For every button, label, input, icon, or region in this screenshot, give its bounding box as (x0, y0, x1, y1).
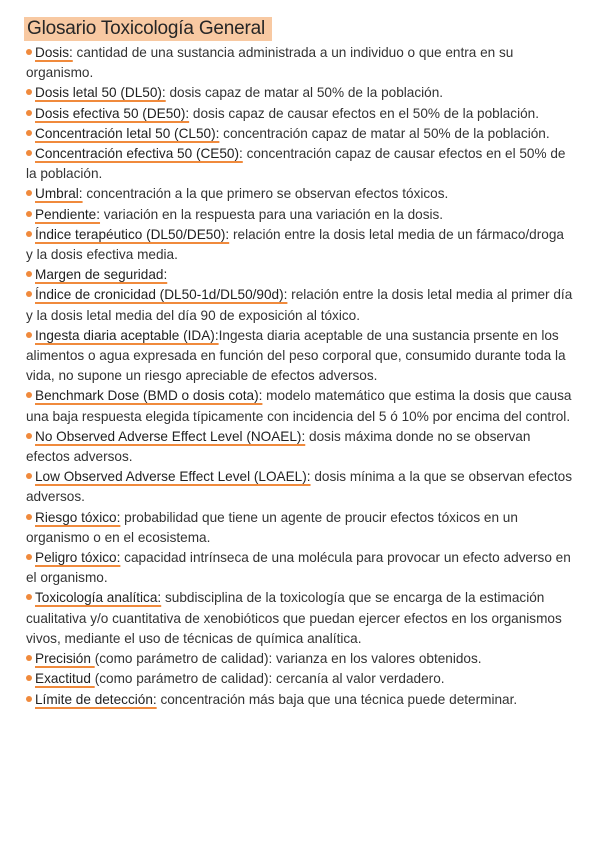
bullet-icon (26, 89, 32, 95)
glossary-term: Peligro tóxico: (35, 550, 121, 566)
bullet-icon (26, 291, 32, 297)
glossary-term: No Observed Adverse Effect Level (NOAEL): (35, 428, 306, 444)
glossary-definition: (como parámetro de calidad): varianza en los valores obtenidos. (94, 651, 482, 667)
glossary-term: Precisión (35, 651, 95, 667)
bullet-icon (26, 150, 32, 156)
glossary-term: Dosis: (35, 45, 73, 60)
glossary-entry (26, 427, 574, 467)
glossary-entry (26, 548, 574, 588)
glossary-definition: concentración a la que primero se observan efectos tóxicos. (82, 186, 449, 202)
bullet-icon (26, 130, 32, 136)
bullet-icon (26, 271, 32, 277)
glossary-entry (26, 669, 574, 689)
glossary-definition: capacidad intrínseca de una molécula para provocar un efecto adverso en el organismo. (26, 550, 571, 586)
glossary-term: Índice de cronicidad (DL50-1d/DL50/90d): (35, 287, 288, 303)
glossary-term: Exactitud (35, 671, 95, 687)
bullet-icon (26, 231, 32, 237)
glossary-entry (26, 467, 574, 507)
glossary-term: Benchmark Dose (BMD o dosis cota): (35, 388, 263, 404)
glossary-term: Índice terapéutico (DL50/DE50): (35, 226, 230, 242)
glossary-definition: dosis capaz de causar efectos en el 50% de la población. (189, 105, 540, 121)
bullet-icon (26, 332, 32, 338)
bullet-icon (26, 473, 32, 479)
bullet-icon (26, 211, 32, 217)
glossary-term: Límite de detección: (35, 691, 157, 707)
glossary-entry (26, 225, 574, 265)
bullet-icon (26, 655, 32, 661)
glossary-definition: relación entre la dosis letal media de un fármaco/droga y la dosis efectiva media. (26, 226, 564, 263)
glossary-definition: concentración más baja que una técnica puede determinar. (156, 691, 518, 707)
glossary-term: Dosis letal 50 (DL50): (35, 85, 166, 101)
bullet-icon (26, 190, 32, 196)
glossary-definition: relación entre la dosis letal media al primer día y la dosis letal media del día 90 de exposición al tóxico. (26, 287, 573, 323)
glossary-definition: modelo matemático que estima la dosis que causa una baja respuesta elegida típicamente con incidencia del 5 ó 10% por encima del control. (26, 388, 572, 424)
glossary-term: Low Observed Adverse Effect Level (LOAEL): (35, 469, 311, 485)
glossary-list (26, 43, 574, 710)
glossary-definition: (como parámetro de calidad): cercanía al valor verdadero. (94, 671, 445, 687)
bullet-icon (26, 392, 32, 398)
glossary-entry (26, 690, 574, 710)
glossary-definition: probabilidad que tiene un agente de proucir efectos tóxicos en un organismo o en el ecosistema. (26, 509, 518, 545)
glossary-entry (26, 326, 574, 387)
bullet-icon (26, 594, 32, 600)
bullet-icon (26, 514, 32, 520)
glossary-definition: variación en la respuesta para una variación en la dosis. (100, 206, 444, 222)
title-container (24, 17, 272, 41)
glossary-term: Pendiente: (35, 206, 101, 222)
glossary-entry (26, 83, 574, 103)
page-title: Glosario Toxicología General (24, 17, 272, 41)
glossary-term: Umbral: (35, 186, 83, 202)
glossary-term: Margen de seguridad: (35, 267, 168, 283)
glossary-entry (26, 386, 574, 426)
glossary-term: Ingesta diaria aceptable (IDA): (35, 327, 219, 343)
glossary-entry (26, 205, 574, 225)
glossary-definition: cantidad de una sustancia administrada a un individuo o que entra en su organismo. (26, 45, 514, 81)
glossary-term: Riesgo tóxico: (35, 509, 121, 525)
bullet-icon (26, 433, 32, 439)
glossary-term: Dosis efectiva 50 (DE50): (35, 105, 190, 121)
glossary-entry (26, 104, 574, 124)
glossary-entry (26, 265, 574, 285)
glossary-entry (26, 124, 574, 144)
glossary-entry (26, 285, 574, 325)
glossary-definition: concentración capaz de matar al 50% de la población. (219, 125, 550, 141)
glossary-definition: dosis mínima a la que se observan efectos adversos. (26, 469, 572, 505)
glossary-entry (26, 508, 574, 548)
glossary-term: Toxicología analítica: (35, 590, 162, 606)
glossary-entry (26, 184, 574, 204)
glossary-definition: subdisciplina de la toxicología que se encarga de la estimación cualitativa y/o cuantitativa de xenobióticos que puedan ejercer efectos en los organismos vivos, mediante el uso de técnicas de química analítica. (26, 590, 562, 646)
glossary-entry (26, 43, 574, 83)
glossary-definition: dosis máxima donde no se observan efectos adversos. (26, 428, 531, 465)
glossary-definition: Ingesta diaria aceptable de una sustancia prsente en los alimentos o agua expresada en función del peso corporal que, consumido durante toda la vida, no supone un riesgo apreciable de efectos adversos. (26, 327, 566, 384)
bullet-icon (26, 675, 32, 681)
glossary-entry (26, 649, 574, 669)
glossary-entry (26, 144, 574, 184)
glossary-entry (26, 588, 574, 649)
bullet-icon (26, 554, 32, 560)
glossary-term: Concentración efectiva 50 (CE50): (35, 146, 243, 162)
glossary-definition: dosis capaz de matar al 50% de la población. (165, 85, 444, 101)
glossary-definition: concentración capaz de causar efectos en el 50% de la población. (26, 146, 566, 182)
bullet-icon (26, 696, 32, 702)
glossary-term: Concentración letal 50 (CL50): (35, 125, 220, 141)
bullet-icon (26, 49, 32, 55)
bullet-icon (26, 110, 32, 116)
